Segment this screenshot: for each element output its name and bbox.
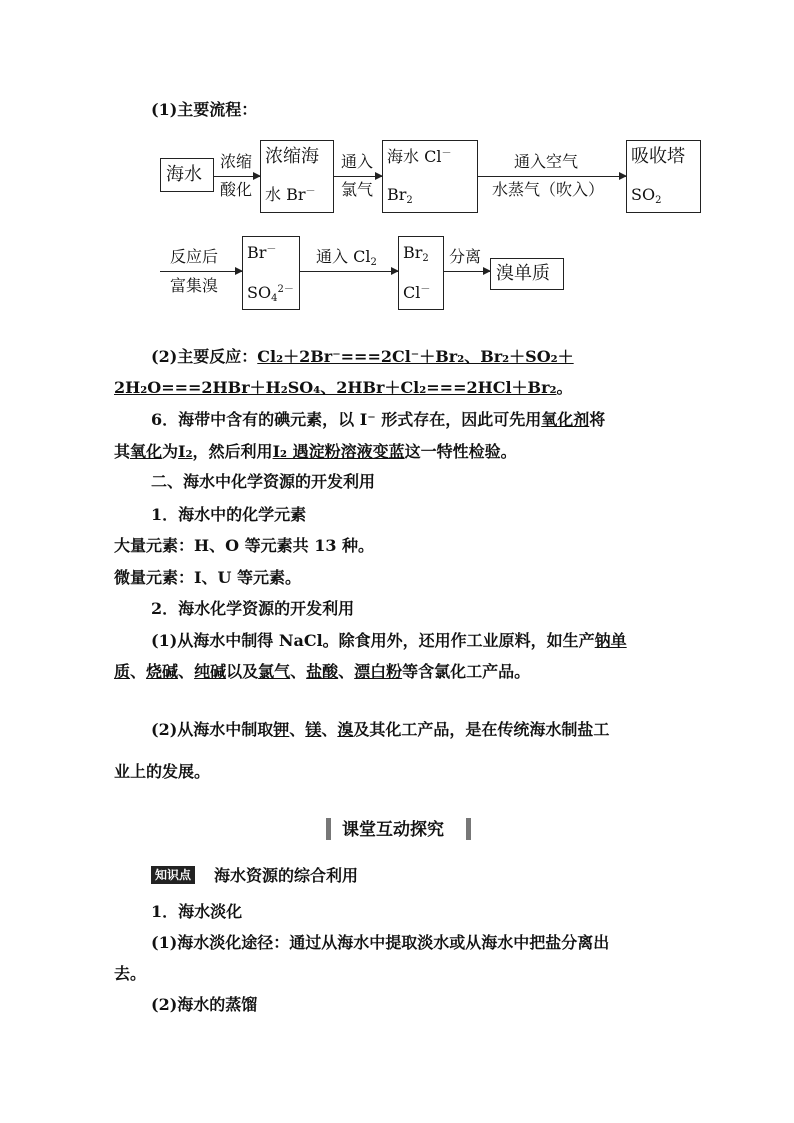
arrow5-top-label: 通入 $Cl_2$ xyxy=(316,247,377,268)
sep4: 、 xyxy=(290,662,307,681)
arrow4-top-label: 反应后 xyxy=(170,247,219,266)
iodine-line1 xyxy=(151,410,605,430)
iodine-term: I₂ xyxy=(178,442,193,461)
box-cl-br2 xyxy=(382,140,478,213)
distillation-heading: (2)海水的蒸馏 xyxy=(151,995,258,1014)
potassium-term: 钾 xyxy=(273,720,290,739)
arrow-6 xyxy=(444,271,490,272)
arrow3-top-label: 通入空气 xyxy=(514,152,579,171)
hcl-term: 盐酸 xyxy=(306,662,339,681)
section2-title: 二、海水中化学资源的开发利用 xyxy=(151,472,376,491)
box-bromine xyxy=(490,258,564,290)
chlorine-term: 氯气 xyxy=(258,662,291,681)
section2-s2: 2．海水化学资源的开发利用 xyxy=(151,599,355,618)
arrow2-top-label: 通入 xyxy=(341,152,374,171)
arrow4-bottom-label: 富集溴 xyxy=(170,276,219,295)
title-bar-right xyxy=(466,818,471,840)
flow-heading: (1)主要流程： xyxy=(151,100,258,119)
sep2: 、 xyxy=(178,662,195,681)
box3-bottom-label: $Br_2$ xyxy=(387,185,413,206)
sodium-term-cont: 质 xyxy=(114,662,131,681)
arrow1-bottom-label: 酸化 xyxy=(220,180,253,199)
bromine-term: 溴 xyxy=(337,720,354,739)
arrow1-top-label: 浓缩 xyxy=(220,152,253,171)
box3-top-label: 海水 Cl－ xyxy=(387,147,452,166)
nacl-line1 xyxy=(151,631,627,651)
iodine-p3: 其 xyxy=(114,442,131,461)
reaction-label: (2)主要反应： xyxy=(151,347,258,366)
nacl-line2 xyxy=(114,662,530,682)
title-bar-left xyxy=(326,818,331,840)
arrow6-top-label: 分离 xyxy=(449,247,482,266)
nacl-end: 等含氯化工产品。 xyxy=(402,662,531,681)
reaction-eq2: 2H₂O===2HBr＋H₂SO₄、2HBr＋Cl₂===2HCl＋Br₂ xyxy=(114,378,557,397)
box4-bottom-label: $SO_2$ xyxy=(631,185,662,206)
box7-label: 溴单质 xyxy=(496,263,550,284)
arrow2-bottom-label: 氯气 xyxy=(341,180,374,199)
iodine-p1: 6．海带中含有的碘元素，以 I⁻ 形式存在，因此可先用 xyxy=(151,410,542,429)
starch-test-term: I₂ 遇淀粉溶液变蓝 xyxy=(272,442,405,461)
topic-title: 海水资源的综合利用 xyxy=(214,866,359,885)
box-concentrated xyxy=(260,140,334,213)
classroom-title: 课堂互动探究 xyxy=(342,820,444,840)
iodine-p6: 这一特性检验。 xyxy=(404,442,517,461)
box-seawater xyxy=(160,158,214,192)
box-br2-cl xyxy=(398,236,444,310)
iodine-p2: 将 xyxy=(589,410,606,429)
trace-elements: 微量元素：I、U 等元素。 xyxy=(114,568,302,587)
box-br-so4 xyxy=(242,236,300,310)
k-sep1: 、 xyxy=(289,720,306,739)
oxidant-term: 氧化剂 xyxy=(541,410,590,429)
soda-ash-term: 纯碱 xyxy=(194,662,227,681)
knowledge-badge: 知识点 xyxy=(151,866,195,884)
desalination-heading: 1．海水淡化 xyxy=(151,902,243,921)
sep5: 、 xyxy=(338,662,355,681)
box6-top-label: $Br_2$ xyxy=(403,243,429,264)
major-elements: 大量元素：H、O 等元素共 13 种。 xyxy=(114,536,375,555)
k-line1 xyxy=(151,720,609,740)
iodine-p4: 为 xyxy=(162,442,179,461)
box-absorption-tower xyxy=(626,140,701,213)
k-sep2: 、 xyxy=(321,720,338,739)
caustic-soda-term: 烧碱 xyxy=(146,662,179,681)
arrow-1 xyxy=(214,176,260,177)
magnesium-term: 镁 xyxy=(305,720,322,739)
k-line2: 业上的发展。 xyxy=(114,762,211,781)
oxidize-term: 氧化 xyxy=(130,442,163,461)
iodine-p5: ，然后利用 xyxy=(192,442,273,461)
box6-bottom-label: Cl－ xyxy=(403,283,431,302)
iodine-line2 xyxy=(114,442,517,462)
reaction-line1 xyxy=(151,347,574,367)
box5-bottom-label: $SO_4^{2-}$ xyxy=(247,283,294,304)
box2-bottom-label: 水 Br－ xyxy=(265,185,316,204)
sodium-term: 钠单 xyxy=(594,631,627,650)
section2-s1: 1．海水中的化学元素 xyxy=(151,505,307,524)
nacl-a: (1)从海水中制得 NaCl。除食用外，还用作工业原料，如生产 xyxy=(151,631,595,650)
bleach-term: 漂白粉 xyxy=(354,662,403,681)
arrow3-bottom-label: 水蒸气（吹入） xyxy=(492,180,605,199)
box2-top-label: 浓缩海 xyxy=(265,146,319,167)
reaction-end: 。 xyxy=(556,378,573,397)
reaction-line2 xyxy=(114,378,573,398)
k-b: 及其化工产品，是在传统海水制盐工 xyxy=(353,720,610,739)
arrow-5 xyxy=(300,271,398,272)
arrow-4 xyxy=(160,271,242,272)
box-seawater-label: 海水 xyxy=(166,164,202,185)
k-a: (2)从海水中制取 xyxy=(151,720,274,739)
sep1: 、 xyxy=(130,662,147,681)
sep3: 以及 xyxy=(226,662,259,681)
arrow-2 xyxy=(334,176,382,177)
box5-top-label: Br－ xyxy=(247,243,277,262)
box4-top-label: 吸收塔 xyxy=(631,146,685,167)
desalination-line1: (1)海水淡化途径：通过从海水中提取淡水或从海水中把盐分离出 xyxy=(151,933,610,952)
arrow-3 xyxy=(478,176,626,177)
desalination-line2: 去。 xyxy=(114,964,147,983)
reaction-eq1: Cl₂＋2Br⁻===2Cl⁻＋Br₂、Br₂＋SO₂＋ xyxy=(257,347,574,366)
